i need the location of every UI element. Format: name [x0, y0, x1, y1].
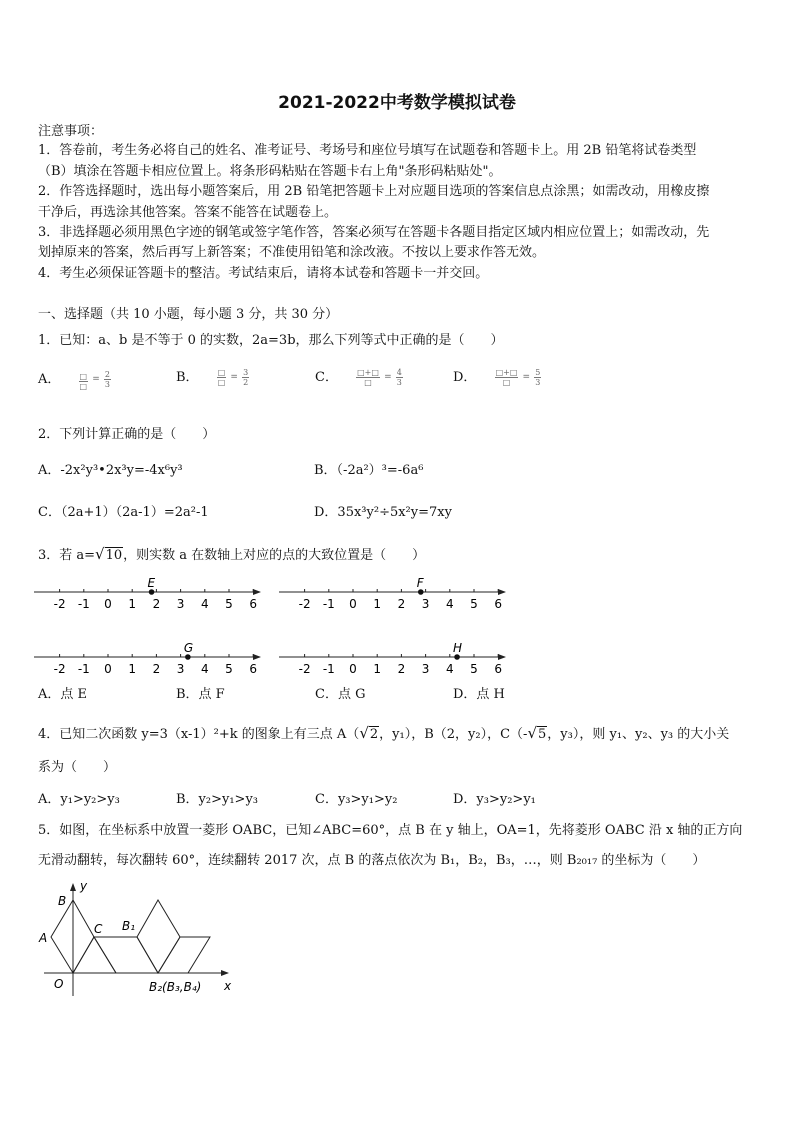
number-line-tick-label: -1 — [77, 662, 90, 676]
q1-d-label: D． — [453, 370, 477, 385]
q2-option-d: D．35x³y²÷5x²y=7xy — [314, 505, 452, 520]
label-a: A — [39, 931, 48, 945]
number-line-tick-label: 5 — [470, 662, 478, 676]
rolled-rhombus-1 — [73, 937, 116, 973]
q4-stem-line-2: 系为（ ） — [38, 760, 117, 775]
q4-radicand-2: 5 — [538, 727, 547, 742]
number-line-tick-label: 4 — [200, 662, 209, 676]
number-line-tick-label: 0 — [104, 662, 112, 676]
q3-stem: 3．若 a=√10，则实数 a 在数轴上对应的点的大致位置是（ ） — [38, 545, 426, 563]
q1-c-label: C． — [315, 370, 338, 385]
q1-c-right-fraction: $\frac{4}{3}$ — [396, 368, 402, 387]
rolled-rhombus-4 — [158, 937, 210, 973]
number-line-tick-label: -2 — [298, 662, 311, 676]
q4-option-d: D．y₃>y₂>y₁ — [453, 792, 536, 807]
q4-stem-line-1: 4．已知二次函数 y=3（x-1）²+k 的图象上有三点 A（√2，y₁），B（2，y₂），C（-√5，y₃），则 y₁、y₂、y₃ 的大小关 — [38, 724, 730, 742]
number-line-tick-label: 3 — [421, 597, 430, 611]
number-line-tick-label: 0 — [349, 662, 357, 676]
label-b: B — [58, 894, 67, 908]
q3-option-c: C．点 G — [315, 687, 366, 702]
label-o: O — [54, 977, 64, 991]
number-line-tick-label: 6 — [249, 597, 258, 611]
q3-option-d: D．点 H — [453, 687, 505, 702]
q1-stem: 1．已知：a、b 是不等于 0 的实数，2a=3b，那么下列等式中正确的是（ ） — [38, 333, 504, 348]
q1-option-c: C． $\frac{□+□}{□}$ = $\frac{4}{3}$ — [315, 368, 402, 387]
number-line-tick-label: 5 — [225, 662, 233, 676]
notice-line-7: 4．考生必须保证答题卡的整洁。考试结束后，请将本试卷和答题卡一并交回。 — [38, 266, 489, 281]
q4-option-c: C．y₃>y₁>y₂ — [315, 792, 398, 807]
q5-stem-line-1: 5．如图，在坐标系中放置一菱形 OABC，已知∠ABC=60°，点 B 在 y 轴上，OA=1，先将菱形 OABC 沿 x 轴的正方向 — [38, 823, 743, 838]
q4-option-a: A．y₁>y₂>y₃ — [38, 792, 120, 807]
q5-rhombus-figure — [30, 878, 250, 1000]
q5-stem-line-2: 无滑动翻转，每次翻转 60°，连续翻转 2017 次，点 B 的落点依次为 B₁，B₂，B₃，…，则 B₂₀₁₇ 的坐标为（ ） — [38, 853, 706, 868]
number-line-tick-label: 4 — [200, 597, 209, 611]
section-heading: 一、选择题（共 10 小题，每小题 3 分，共 30 分） — [38, 307, 339, 322]
label-y: y — [80, 879, 88, 893]
notice-line-4: 干净后，再选涂其他答案。答案不能答在试题卷上。 — [38, 205, 338, 220]
number-line-tick-label: 1 — [373, 662, 382, 676]
q1-option-b: B． $\frac{□}{□}$ = $\frac{3}{2}$ — [176, 368, 249, 387]
number-line-tick-label: 3 — [421, 662, 430, 676]
q1-option-a: A． $\frac{□}{□}$ = $\frac{2}{3}$ — [38, 370, 111, 391]
q3-radicand: 10 — [105, 548, 123, 563]
number-line-tick-label: 5 — [225, 597, 233, 611]
number-line-tick-label: 5 — [470, 597, 478, 611]
q2-option-b: B．（-2a²）³=-6a⁶ — [314, 463, 424, 478]
number-line-tick-label: 1 — [128, 662, 137, 676]
number-line-tick-label: 4 — [445, 662, 454, 676]
notice-line-6: 划掉原来的答案，然后再写上新答案；不准使用铅笔和涂改液。不按以上要求作答无效。 — [38, 245, 546, 260]
number-line-point-label-h: H — [453, 641, 463, 655]
q1-a-label: A． — [38, 372, 61, 387]
q2-stem: 2．下列计算正确的是（ ） — [38, 427, 216, 442]
number-line-tick-label: 2 — [152, 597, 161, 611]
label-x: x — [224, 979, 232, 993]
notice-line-1: 1．答卷前，考生务必将自己的姓名、准考证号、考场号和座位号填写在试题卷和答题卡上。用 2B 铅笔将试卷类型 — [38, 143, 697, 158]
q3-number-lines — [30, 572, 510, 692]
number-line-point-label-e: E — [147, 576, 156, 590]
number-line-tick-label: -1 — [322, 597, 335, 611]
number-line-tick-label: -2 — [53, 597, 66, 611]
rolled-rhombus-3 — [137, 900, 180, 973]
number-line-tick-label: 6 — [494, 662, 503, 676]
q4-radicand-1: 2 — [369, 727, 379, 742]
number-line-point-f — [418, 589, 424, 595]
number-line-tick-label: 3 — [176, 597, 185, 611]
number-line-tick-label: 2 — [397, 662, 406, 676]
label-b2: B₂(B₃,B₄) — [149, 980, 202, 994]
q1-b-right-fraction: $\frac{3}{2}$ — [243, 368, 249, 387]
q3-option-a: A．点 E — [38, 687, 88, 702]
number-line-tick-label: 0 — [104, 597, 112, 611]
number-line-tick-label: -1 — [77, 597, 90, 611]
q4-option-b: B．y₂>y₁>y₃ — [176, 792, 259, 807]
q1-d-left-fraction: $\frac{□+□}{□}$ — [495, 368, 518, 387]
q1-b-left-fraction: $\frac{□}{□}$ — [217, 368, 226, 387]
number-line-point-h — [454, 654, 460, 660]
q2-option-a: A．-2x²y³•2x³y=-4x⁶y³ — [38, 463, 183, 478]
label-b1: B₁ — [122, 919, 136, 933]
label-c: C — [94, 922, 103, 936]
q1-c-left-fraction: $\frac{□+□}{□}$ — [357, 368, 379, 387]
number-line-tick-label: 1 — [128, 597, 137, 611]
number-line-point-e — [149, 589, 155, 595]
number-line-point-label-f: F — [416, 576, 424, 590]
number-line-tick-label: 1 — [373, 597, 382, 611]
number-line-tick-label: -2 — [53, 662, 66, 676]
notice-line-2: （B）填涂在答题卡相应位置上。将条形码粘贴在答题卡右上角"条形码粘贴处"。 — [38, 164, 502, 179]
page-title: 2021-2022中考数学模拟试卷 — [278, 93, 516, 113]
number-line-tick-label: -2 — [298, 597, 311, 611]
number-line-tick-label: 2 — [152, 662, 161, 676]
number-line-tick-label: 3 — [176, 662, 185, 676]
number-line-tick-label: 2 — [397, 597, 406, 611]
q1-d-right-fraction: $\frac{5}{3}$ — [535, 368, 541, 387]
notice-heading: 注意事项： — [38, 124, 104, 139]
q1-a-left-fraction: $\frac{□}{□}$ — [79, 372, 88, 391]
q1-b-label: B． — [176, 370, 199, 385]
q1-a-right-fraction: $\frac{2}{3}$ — [104, 370, 111, 389]
notice-line-5: 3．非选择题必须用黑色字迹的钢笔或签字笔作答，答案必须写在答题卡各题目指定区域内相应位置上；如需改动，先 — [38, 225, 710, 240]
q1-option-d: D． $\frac{□+□}{□}$ = $\frac{5}{3}$ — [453, 368, 541, 387]
number-line-tick-label: 6 — [249, 662, 258, 676]
rolled-rhombus-2 — [94, 937, 158, 973]
notice-line-3: 2．作答选择题时，选出每小题答案后，用 2B 铅笔把答题卡上对应题目选项的答案信息点涂黑；如需改动，用橡皮擦 — [38, 184, 710, 199]
q2-option-c: C．（2a+1）（2a-1）=2a²-1 — [38, 505, 209, 520]
number-line-tick-label: 6 — [494, 597, 503, 611]
number-line-point-g — [185, 654, 191, 660]
number-line-point-label-g: G — [183, 641, 194, 655]
number-line-tick-label: 0 — [349, 597, 357, 611]
number-line-tick-label: -1 — [322, 662, 335, 676]
number-line-tick-label: 4 — [445, 597, 454, 611]
q3-option-b: B．点 F — [176, 687, 225, 702]
